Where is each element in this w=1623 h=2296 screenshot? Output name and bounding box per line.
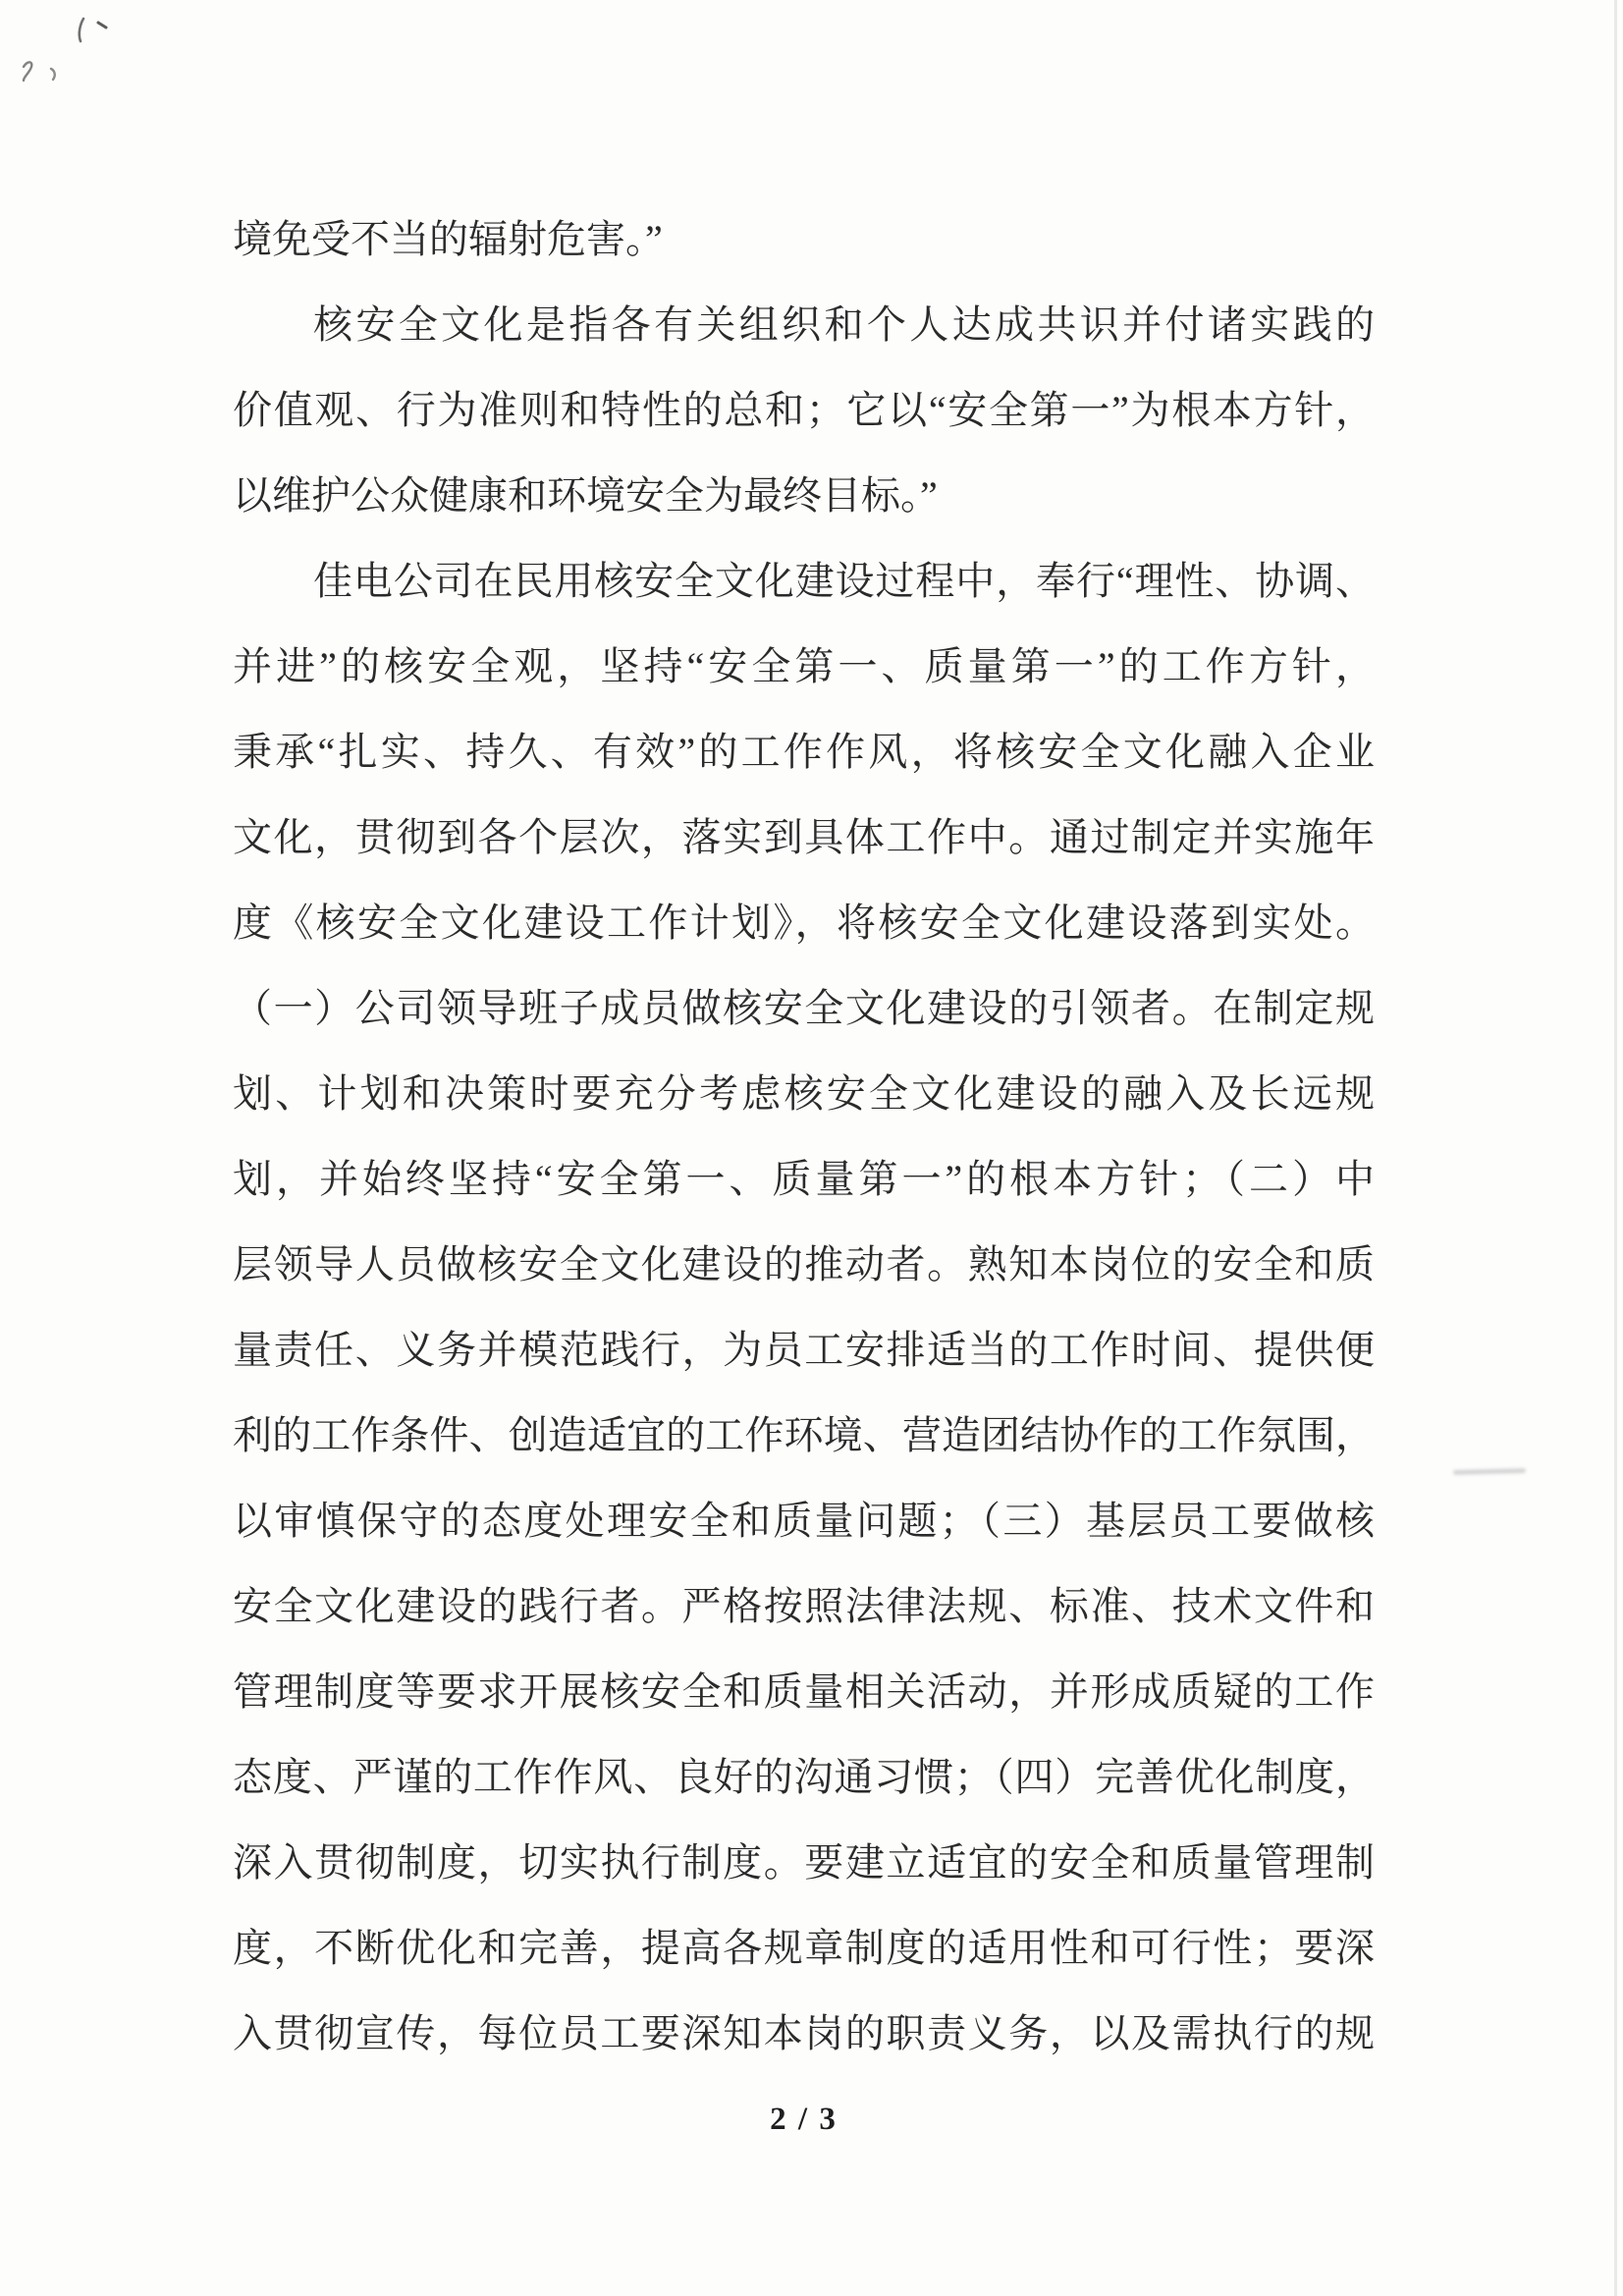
text-line: 境免受不当的辐射危害。” <box>233 217 663 261</box>
text-line: 价值观、行为准则和特性的总和；它以“安全第一”为根本方针， <box>233 388 1375 432</box>
scan-artifact-smudge <box>1453 1468 1526 1475</box>
text-line: 度《核安全文化建设工作计划》，将核安全文化建设落到实处。 <box>233 901 1375 945</box>
scan-artifact-pen-mark <box>69 14 112 47</box>
text-line: 深入贯彻制度，切实执行制度。要建立适宜的安全和质量管理制 <box>233 1840 1375 1885</box>
text-line: 划、计划和决策时要充分考虑核安全文化建设的融入及长远规 <box>233 1071 1375 1116</box>
text-line: 核安全文化是指各有关组织和个人达成共识并付诸实践的 <box>313 302 1375 347</box>
text-line: 文化，贯彻到各个层次，落实到具体工作中。通过制定并实施年 <box>233 815 1375 859</box>
text-line: 入贯彻宣传，每位员工要深知本岗的职责义务，以及需执行的规 <box>233 2011 1375 2055</box>
text-line: 安全文化建设的践行者。严格按照法律法规、标准、技术文件和 <box>233 1584 1375 1628</box>
document-body <box>233 196 1375 2076</box>
scan-artifact-pen-mark <box>16 55 65 88</box>
text-line: 态度、严谨的工作作风、良好的沟通习惯；（四）完善优化制度， <box>233 1755 1375 1799</box>
text-line: 秉承“扎实、持久、有效”的工作作风，将核安全文化融入企业 <box>233 730 1375 774</box>
text-line: 划，并始终坚持“安全第一、质量第一”的根本方针；（二）中 <box>233 1157 1375 1201</box>
text-line: 并进”的核安全观，坚持“安全第一、质量第一”的工作方针， <box>233 644 1375 688</box>
text-line: 利的工作条件、创造适宜的工作环境、营造团结协作的工作氛围， <box>233 1413 1375 1457</box>
page-number: 2 / 3 <box>770 2102 838 2137</box>
text-line: 管理制度等要求开展核安全和质量相关活动，并形成质疑的工作 <box>233 1669 1375 1714</box>
scan-page-edge <box>1614 0 1617 2296</box>
text-line: 度，不断优化和完善，提高各规章制度的适用性和可行性；要深 <box>233 1926 1375 1970</box>
text-line: 以审慎保守的态度处理安全和质量问题；（三）基层员工要做核 <box>233 1499 1375 1543</box>
text-line: 层领导人员做核安全文化建设的推动者。熟知本岗位的安全和质 <box>233 1242 1375 1286</box>
text-line: （一）公司领导班子成员做核安全文化建设的引领者。在制定规 <box>233 986 1375 1030</box>
text-line: 以维护公众健康和环境安全为最终目标。” <box>233 473 938 518</box>
text-line: 量责任、义务并模范践行，为员工安排适当的工作时间、提供便 <box>233 1328 1375 1372</box>
text-line: 佳电公司在民用核安全文化建设过程中，奉行“理性、协调、 <box>313 559 1375 603</box>
